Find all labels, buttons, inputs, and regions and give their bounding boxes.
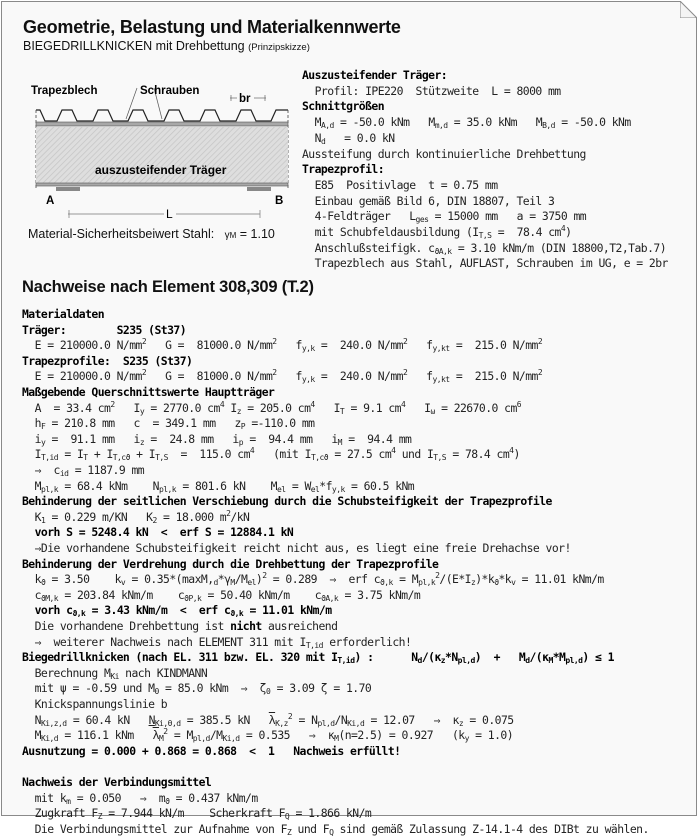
input-data-block [302, 68, 668, 278]
safety-factor-symbol: γ [224, 230, 230, 241]
beam-sketch-drawing [24, 77, 294, 222]
dreh-row-5: ⇒ weiterer Nachweis nach ELEMENT 311 mit $I_{T,id}$ erforderlich! [22, 634, 412, 650]
input-trapez-type: E85 Positivlage t = 0.75 mm [302, 177, 498, 192]
nachweise-block [22, 307, 649, 837]
querschnitt-row-3: $i_y = 91.1$ mm $i_z = 24.8$ mm $i_p = 94.4$ mm $i_M = 94.4$ mm [22, 431, 412, 447]
safety-factor [28, 227, 275, 241]
label-traeger: auszusteifender Träger [95, 163, 227, 177]
bdk-row-5: $M_{Ki,d} = 116.1$ kNm $\overline{\lambda}_M^2 = M_{pl,d}/M_{Ki,d} = 0.535$ ⇒ $\kappa_M(n=2.5) = 0.927$ $(k_y = 1.0)$ [22, 727, 514, 744]
label-br: br [239, 93, 251, 105]
beam-sketch [24, 77, 294, 227]
traeger-material-values: E = 210000.0 $N/mm^2$ G = 81000.0 $N/mm^2$ $f_{y,k} = 240.0$ $N/mm^2$ $f_{y,kt} = 215.0$ $N/mm^2$ [22, 337, 543, 354]
input-anschluss: Anschlußsteifigk. $c_{ϑA,k} = 3.10$ kNm/m (DIN 18800,T2,Tab.7) [302, 240, 667, 256]
input-trapezprofil-heading: Trapezprofil: [302, 162, 385, 177]
trapez-material: Trapezprofile: S235 (St37) [22, 353, 193, 368]
input-einbau: Einbau gemäß Bild 6, DIN 18807, Teil 3 [302, 193, 555, 208]
bdk-row-3: Knickspannungslinie b [22, 697, 168, 711]
input-normal-force: $N_d = 0.0$ kN [302, 130, 395, 146]
dreh-heading: Behinderung der Verdrehung durch die Drehbettung der Trapezprofile [22, 556, 439, 571]
querschnitt-row-2: $h_F = 210.8$ mm c = 349.1 mm $z_P =-110.0$ mm [22, 416, 315, 432]
support-b [247, 187, 271, 191]
subtitle-text: BIEGEDRILLKNICKEN mit Drehbettung [23, 39, 245, 53]
schub-result: ⇒Die vorhandene Schubsteifigkeit reicht nicht aus, es liegt eine freie Drehachse vor! [22, 541, 571, 555]
querschnitt-heading: Maßgebende Querschnittswerte Hauptträger [22, 385, 275, 399]
trapez-material-values: E = 210000.0 $N/mm^2$ G = 81000.0 $N/mm^2$ $f_{y,k} = 240.0$ $N/mm^2$ $f_{y,kt} = 215.0$ $N/mm^2$ [22, 368, 543, 385]
safety-factor-label: Material-Sicherheitsbeiwert Stahl: [28, 227, 215, 241]
bdk-row-1: Berechnung $M_{Ki}$ nach KINDMANN [22, 665, 208, 681]
bdk-heading: Biegedrillknicken (nach EL. 311 bzw. EL. 320 mit $I_{T,id}$) : $N_d/(\kappa_z*N_{pl,d}) + M_d/(\kappa_M*M_{pl,d}) \le 1$ [22, 650, 614, 666]
page-subtitle [23, 39, 310, 53]
dreh-row-1: $k_ϑ = 3.50$ $k_v = 0.35*(\max M,_d*\gamma_M/M_{el})^2 = 0.289$ ⇒ erf $c_{ϑ,k} = M_{pl,k}^2/(E*I_z)*k_ϑ*k_v = 11.01$ kNm/m [22, 571, 604, 588]
input-schubfeld: mit Schubfeldausbildung ($I_{T,S} = 78.4$ $cm^4$) [302, 224, 572, 240]
dreh-row-3: vorh $c_{ϑ,k} = 3.43$ kNm/m < erf $c_{ϑ,k} = 11.01$ kNm/m [22, 603, 332, 619]
safety-factor-value: = 1.10 [239, 227, 275, 241]
schub-row-1: $K_1 = 0.229$ m/KN $K_2 = 18.000$ $m^2/kN$ [22, 508, 250, 525]
label-span-l: L [166, 207, 173, 221]
bdk-row-4: $N_{Ki,z,d} = 60.4$ kN $N_{Ki,\theta,d} = 385.5$ kN $\overline{\lambda}_{K,z}^2 = N_{pl,d}/N_{Ki,d} = 12.07$ ⇒ $\kappa_z = 0.075$ [22, 711, 514, 728]
subtitle-note: (Prinzipskizze) [248, 42, 310, 53]
input-moments: $M_{A,d} = -50.0$ kNm $M_{m,d} = 35.0$ kNm $M_{B,d} = -50.0$ kNm [302, 115, 631, 131]
bdk-row-2: mit ψ = -0.59 und $M_0 = 85.0$ kNm ⇒ $\zeta_0 = 3.09$ ζ = 1.70 [22, 681, 372, 697]
section-title: Nachweise nach Element 308,309 (T.2) [22, 278, 314, 296]
materialdaten-heading: Materialdaten [22, 307, 105, 321]
input-schnittgroessen-heading: Schnittgrößen [302, 99, 385, 114]
traeger-material: Träger: S235 (St37) [22, 322, 187, 337]
safety-factor-symbol-sub: M [229, 231, 237, 240]
label-schrauben: Schrauben [140, 85, 200, 97]
verbindung-row-3: Die Verbindungsmittel zur Aufnahme von $F_Z$ und $F_Q$ sind gemäß Zulassung Z-14.1-4 des DIBt zu wählen. [22, 821, 649, 837]
trapezblech-profile [36, 110, 288, 121]
schub-heading: Behinderung der seitlichen Verschiebung durch die Schubsteifigkeit der Trapezprofile [22, 494, 552, 509]
querschnitt-row-1: A = 33.4 $cm^2$ $I_y = 2770.0$ $cm^4$ $I_z = 205.0$ $cm^4$ $I_T = 9.1$ $cm^4$ $I_\omega = 22670.0$ $cm^6$ [22, 399, 522, 416]
input-trapezblech-note: Trapezblech aus Stahl, AUFLAST, Schrauben im UG, e = 2br [302, 256, 668, 271]
verbindung-row-2: Zugkraft $F_Z = 7.944$ kN/m Scherkraft $F_Q = 1.866$ kN/m [22, 806, 372, 822]
input-feldtraeger: 4-Feldträger $L_{ges} = 15000$ mm a = 3750 mm [302, 209, 587, 225]
schub-row-2: vorh S = 5248.4 kN < erf S = 12884.1 kN [22, 525, 294, 540]
input-traeger-heading: Auszusteifender Träger: [302, 68, 448, 82]
dreh-row-4: Die vorhandene Drehbettung ist nicht ausreichend [22, 619, 338, 633]
querschnitt-row-5: ⇒ $c_{id} = 1187.9$ mm [22, 463, 145, 478]
support-a [56, 187, 80, 191]
input-aussteifung: Aussteifung durch kontinuierliche Drehbettung [302, 146, 586, 161]
top-flange [36, 122, 288, 126]
label-trapezblech: Trapezblech [31, 85, 98, 97]
querschnitt-row-4: $I_{T,id} = I_T + I_{T,cϑ} + I_{T,S} = 115.0$ $cm^4$ (mit $I_{T,cϑ} = 27.5$ $cm^4$ und $I_{T,S} = 78.4$ $cm^4$) [22, 446, 520, 463]
page-corner-fold-icon [680, 1, 697, 18]
label-support-a: A [46, 195, 55, 207]
querschnitt-row-6: $M_{pl,k} = 68.4$ kNm $N_{pl,k} = 801.6$ kN $M_{el} = W_{el}*f_{y,k} = 60.5$ kNm [22, 478, 415, 494]
document-page [1, 1, 697, 837]
ausnutzung-result: Ausnutzung = 0.000 + 0.868 = 0.868 < 1 Nachweis erfüllt! [22, 743, 401, 758]
verbindung-heading: Nachweis der Verbindungsmittel [22, 775, 212, 789]
label-support-b: B [275, 195, 284, 207]
dreh-row-2: $c_{ϑM,k} = 203.84$ kNm/m $c_{ϑP,k} = 50.40$ kNm/m $c_{ϑA,k} = 3.75$ kNm/m [22, 587, 421, 603]
page-title: Geometrie, Belastung und Materialkennwerte [23, 17, 401, 37]
input-profil: Profil: IPE220 Stützweite L = 8000 mm [302, 83, 561, 98]
verbindung-row-1: mit $k_m = 0.050$ ⇒ $m_ϑ = 0.437$ kNm/m [22, 790, 258, 806]
